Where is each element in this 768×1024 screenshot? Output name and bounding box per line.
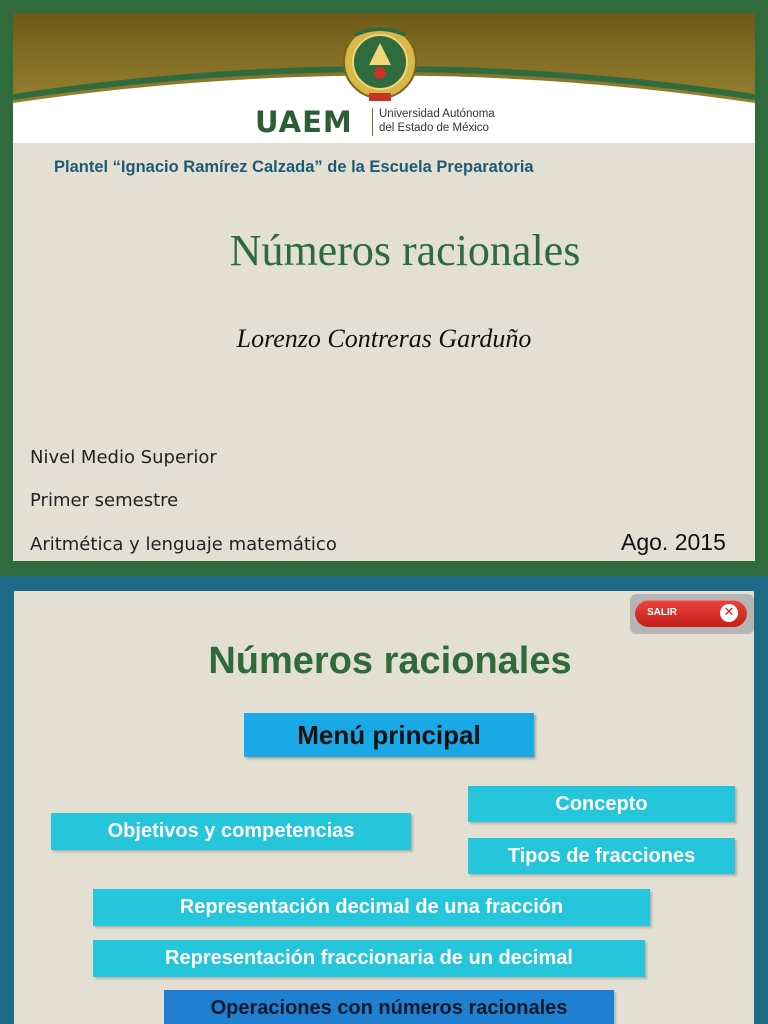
plantel-heading: Plantel “Ignacio Ramírez Calzada” de la Escuela Preparatoria — [54, 158, 534, 176]
menu-slide — [0, 576, 768, 1024]
uaem-logo-text: UAEM — [255, 105, 353, 139]
close-icon: ✕ — [720, 604, 738, 622]
author-name: Lorenzo Contreras Garduño — [236, 324, 532, 353]
menu-slide-content — [14, 591, 754, 1024]
decimal-de-fraccion-button[interactable]: Representación decimal de una fracción — [93, 889, 650, 926]
operaciones-button[interactable]: Operaciones con números racionales — [164, 990, 614, 1024]
semestre-text: Primer semestre — [30, 490, 179, 511]
date-text: Ago. 2015 — [621, 529, 726, 555]
university-name-line1: Universidad Autónoma — [379, 108, 495, 120]
uaem-seal-icon — [339, 21, 421, 103]
university-name — [379, 107, 495, 135]
main-menu-button[interactable]: Menú principal — [244, 713, 534, 757]
objetivos-button[interactable]: Objetivos y competencias — [51, 813, 411, 850]
slide-title: Números racionales — [229, 226, 581, 275]
fraccion-de-decimal-button[interactable]: Representación fraccionaria de un decimal — [93, 940, 645, 977]
exit-button-frame — [630, 594, 754, 634]
concepto-button[interactable]: Concepto — [468, 786, 735, 822]
exit-button[interactable] — [635, 600, 747, 627]
logo-divider — [372, 108, 373, 136]
menu-slide-title: Números racionales — [208, 640, 572, 682]
university-name-line2: del Estado de México — [379, 122, 489, 134]
tipos-fracciones-button[interactable]: Tipos de fracciones — [468, 838, 735, 874]
title-slide-content — [13, 13, 755, 561]
materia-text: Aritmética y lenguaje matemático — [30, 534, 337, 555]
exit-button-label: SALIR — [647, 607, 677, 618]
uaem-logo — [255, 105, 525, 141]
header-banner — [13, 13, 755, 143]
nivel-text: Nivel Medio Superior — [30, 447, 217, 468]
